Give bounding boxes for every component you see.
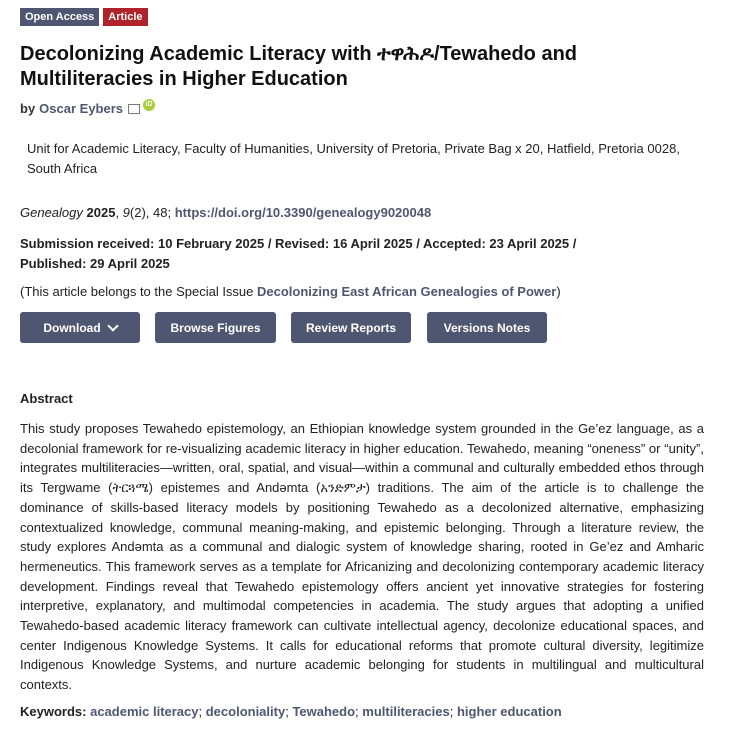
author-prefix: by [20,101,36,116]
keyword-link[interactable]: higher education [456,704,562,719]
article-action-buttons [20,312,547,343]
citation-volume: 9 [122,205,130,220]
article-title: Decolonizing Academic Literacy with ተዋሕዶ/Tewahedo and Multiliteracies in Higher Education [20,43,577,90]
special-issue-link[interactable]: Decolonizing East African Genealogies of Power [257,284,557,299]
orcid-icon[interactable]: iD [143,99,155,111]
special-issue-suffix: ) [556,284,561,299]
journal-name: Genealogy [20,205,83,220]
keywords-line: Keywords: academic literacy; decoloniality; Tewahedo; multiliteracies; higher education [20,704,562,719]
doi-link[interactable]: https://doi.org/10.3390/genealogy9020048 [174,205,432,220]
download-button[interactable] [20,312,140,343]
keywords-label: Keywords: [20,704,87,719]
author-line [20,101,155,116]
citation-issue-pages: (2), 48; [129,205,172,220]
download-label: Download [43,320,101,335]
affiliation: Unit for Academic Literacy, Faculty of Humanities, University of Pretoria, Private Bag x 20, Hatfield, Pretoria 0028, South Africa [27,141,680,176]
browse-figures-button[interactable]: Browse Figures [155,312,276,343]
email-icon[interactable] [128,104,140,114]
abstract-text: This study proposes Tewahedo epistemology, an Ethiopian knowledge system grounded in the Ge’ez language, as a decolonial framework for re-visualizing academic literacy in higher education. Tewahedo, meaning “oneness” or “unity”, integrates multiliteracies—written, oral, spatial, and visual—within a communal and culturally embedded ethos through its Tergwame (ትርጓሜ) epistemes and Andəmta (አንድምታ) traditions. The aim of the article is to challenge the dominance of skills-based literacy models by positioning Tewahedo as a decolonized alternative, emphasizing contextualized knowledge, communal meaning-making, and epistemic belonging. Through a literature review, the study explores Andəmta as a communal and dialogic system of knowledge sharing, rooted in Ge’ez and Amharic hermeneutics. This framework serves as a template for Africanizing and decolonizing contemporary academic literacy development. Findings reveal that Tewahedo epistemology offers ancient yet innovative strategies for fostering interpretive, explanatory, and multimodal competencies in academia. The study argues that adopting a unified Tewahedo-based academic literacy framework can cultivate intellectual agency, decolonize educational spaces, and center Indigenous Knowledge Systems. It calls for educational reforms that promote cultural diversity, legitimize Indigenous Knowledge Systems, and nurture academic belonging for students in multilingual and multicultural contexts. [20,421,704,693]
citation-line: Genealogy 2025, 9(2), 48; https://doi.org/10.3390/genealogy9020048 [20,205,432,220]
keyword-link[interactable]: academic literacy [90,704,199,719]
review-reports-button[interactable]: Review Reports [291,312,411,343]
article-type-badge[interactable]: Article [103,8,147,26]
publication-dates: Submission received: 10 February 2025 / Revised: 16 April 2025 / Accepted: 23 April 2025 / Published: 29 April 2025 [20,236,577,271]
article-badges [20,8,148,26]
special-issue-note [20,283,561,301]
open-access-badge[interactable]: Open Access [20,8,99,26]
keyword-link[interactable]: multiliteracies [362,704,450,719]
author-name-link[interactable]: Oscar Eybers [39,101,124,116]
abstract-heading: Abstract [20,391,73,406]
chevron-down-icon [107,320,118,331]
keyword-link[interactable]: Tewahedo [292,704,356,719]
versions-notes-button[interactable]: Versions Notes [427,312,547,343]
keyword-link[interactable]: decoloniality [205,704,286,719]
special-issue-prefix: (This article belongs to the Special Issue [20,284,258,299]
citation-year: 2025 [86,205,116,220]
